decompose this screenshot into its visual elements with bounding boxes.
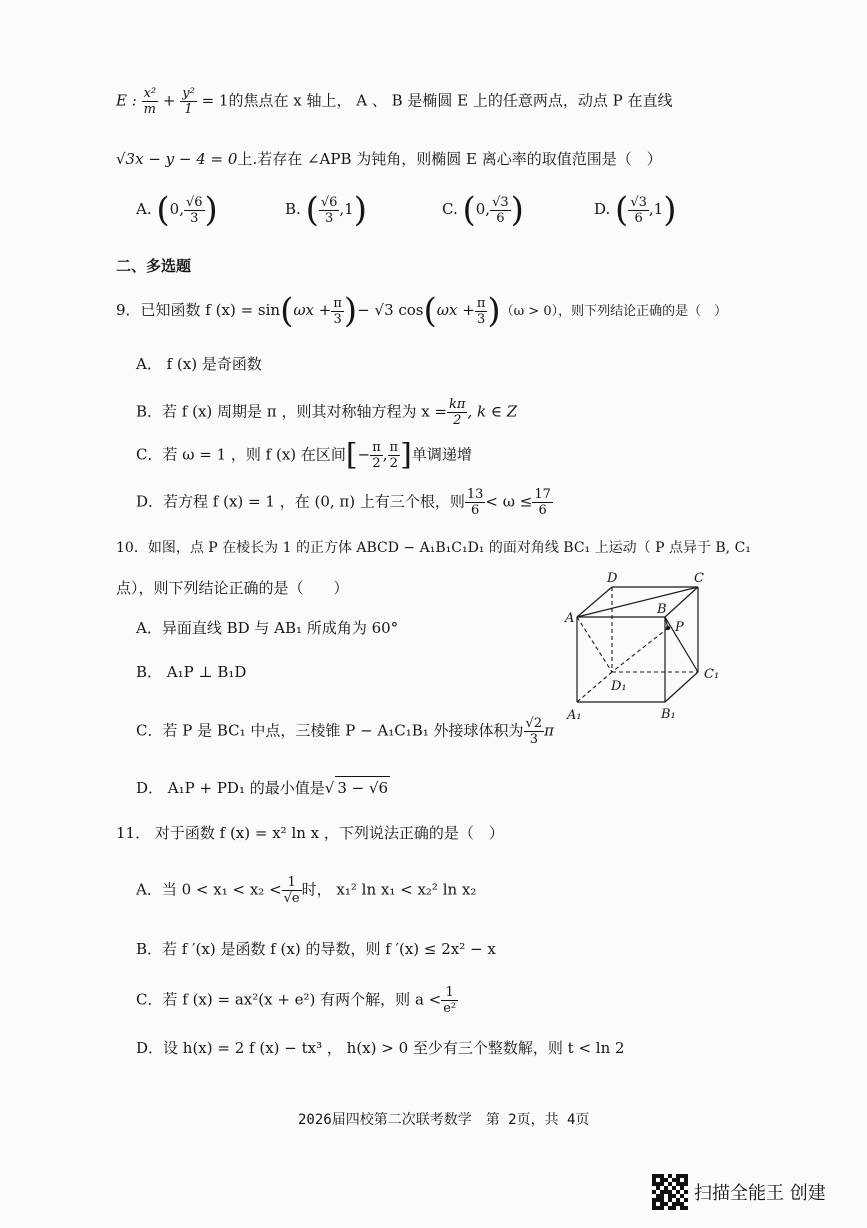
label-a: A bbox=[565, 611, 575, 626]
q10-stem-line2: 点），则下列结论正确的是（ ） bbox=[116, 579, 349, 597]
q9-option-c[interactable]: C．若 ω = 1 ，则 f (x) 在区间[− $\frac{\pi}{2}$ , $\frac{\pi}{2}$ ]单调递增 bbox=[136, 437, 472, 473]
label-b: B bbox=[657, 602, 667, 617]
scanner-watermark bbox=[652, 1174, 826, 1210]
watermark-text: 扫描全能王 创建 bbox=[694, 1183, 826, 1204]
q8-frac-y: $\frac{\text{y²}}{1}$ bbox=[182, 86, 195, 117]
q10-option-d[interactable]: D． A₁P + PD₁ 的最小值是√ 3 − √6 bbox=[136, 776, 390, 799]
label-b1: B₁ bbox=[661, 707, 676, 722]
label-p: P bbox=[675, 620, 684, 635]
q9-option-b[interactable]: B．若 f (x) 周期是 π ，则其对称轴方程为 x = $\frac{k\pi}{2}$ , k ∈ Z bbox=[136, 397, 518, 428]
q9-option-a[interactable]: A． f (x) 是奇函数 bbox=[136, 355, 262, 373]
q9-stem: 9．已知函数 f (x) = sin(ωx + $\frac{\pi}{3}$ )− √3 cos(ωx + $\frac{\pi}{3}$ )（ω > 0），则下列结论正确的是（ ） bbox=[116, 291, 728, 331]
q9-option-d[interactable]: D．若方程 f (x) = 1 ，在 (0, π) 上有三个根，则 $\frac{13}{6}$ < ω ≤ $\frac{17}{6}$ bbox=[136, 487, 551, 518]
point-p bbox=[666, 626, 670, 630]
q11-option-c[interactable]: C．若 f (x) = ax²(x + e²) 有两个解，则 a < $\frac{1}{\text{e²}}$ bbox=[136, 985, 457, 1016]
q10-option-a[interactable]: A．异面直线 BD 与 AB₁ 所成角为 60° bbox=[136, 619, 399, 637]
q10-stem-line1: 10．如图，点 P 在棱长为 1 的正方体 ABCD − A₁B₁C₁D₁ 的面对角线 BC₁ 上运动（ P 点异于 B, C₁ bbox=[116, 540, 751, 556]
q8-option-c[interactable]: C. (0, $\frac{√3}{6}$ ) bbox=[442, 190, 524, 230]
q10-option-b[interactable]: B． A₁P ⊥ B₁D bbox=[136, 663, 247, 681]
label-c1: C₁ bbox=[704, 667, 720, 682]
q11-option-d[interactable]: D．设 h(x) = 2 f (x) − tx³ ， h(x) > 0 至少有三个整数解，则 t < ln 2 bbox=[136, 1039, 625, 1057]
label-d1: D₁ bbox=[611, 679, 627, 694]
section-title: 二、多选题 bbox=[116, 257, 192, 275]
q8-line-equation: √3x − y − 4 = 0 bbox=[116, 150, 238, 168]
cube-figure bbox=[555, 570, 745, 730]
q8-option-d[interactable]: D. ( $\frac{√3}{6}$ ,1) bbox=[594, 190, 677, 230]
q8-option-a[interactable]: A. (0, $\frac{√6}{3}$ ) bbox=[136, 190, 218, 230]
q8-line1-text: 的焦点在 x 轴上， A 、 B 是椭圆 E 上的任意两点，动点 P 在直线 bbox=[228, 91, 673, 110]
hidden-edge-d1-a1 bbox=[577, 672, 612, 702]
q8-option-b[interactable]: B. ( $\frac{√6}{3}$ ,1) bbox=[285, 190, 367, 230]
q8-line2 bbox=[116, 148, 662, 170]
page-footer: 2026届四校第二次联考数学 第 2页，共 4页 bbox=[298, 1112, 590, 1128]
q8-ellipse-name: E : bbox=[116, 91, 137, 110]
label-a1: A₁ bbox=[567, 708, 582, 723]
q10-option-c[interactable]: C．若 P 是 BC₁ 中点，三棱锥 P − A₁C₁B₁ 外接球体积为 $\frac{√2}{3}$ π bbox=[136, 716, 554, 747]
q11-option-b[interactable]: B．若 f ′(x) 是函数 f (x) 的导数，则 f ′(x) ≤ 2x² − x bbox=[136, 940, 496, 958]
label-d: D bbox=[607, 571, 618, 586]
q11-option-a[interactable]: A．当 0 < x₁ < x₂ < $\frac{1}{√e}$ 时， x₁² ln x₁ < x₂² ln x₂ bbox=[136, 875, 477, 906]
qr-code-icon bbox=[652, 1174, 688, 1210]
q8-line1: E : $\frac{\text{x²}}{m}$ + $\frac{\text{y²}}{1}$ = 1的焦点在 x 轴上， A 、 B 是椭圆 E 上的任意两点，动点 P 在直线 bbox=[116, 86, 673, 117]
q8-frac-x: $\frac{\text{x²}}{m}$ bbox=[143, 86, 157, 117]
q11-stem: 11． 对于函数 f (x) = x² ln x ，下列说法正确的是（ ） bbox=[116, 824, 504, 842]
edge-b1-c1 bbox=[665, 672, 698, 702]
hidden-diag-a-d1 bbox=[577, 617, 612, 672]
q8-line2-text: 上.若存在 ∠APB 为钝角，则椭圆 E 离心率的取值范围是（ ） bbox=[237, 150, 662, 168]
label-c: C bbox=[694, 571, 704, 586]
hidden-p-d1 bbox=[612, 628, 668, 672]
